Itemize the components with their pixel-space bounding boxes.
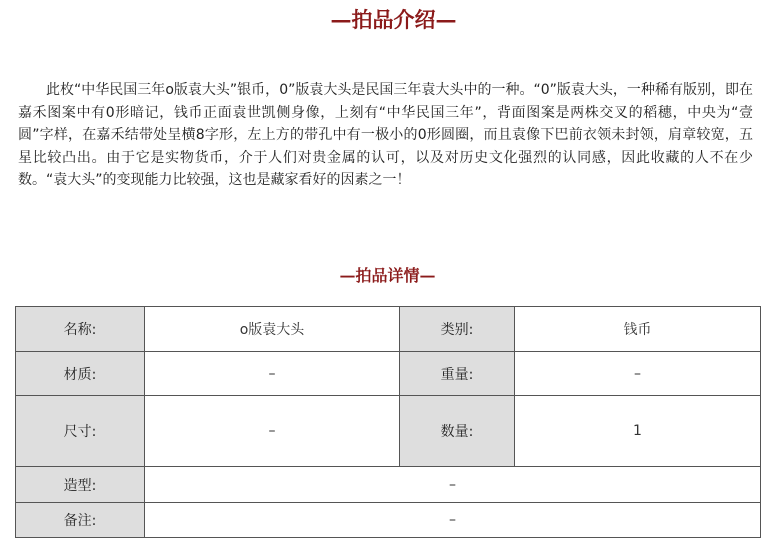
table-row: [16, 503, 761, 538]
name-label: 名称:: [16, 307, 145, 352]
material-label: 材质:: [16, 352, 145, 396]
table-row: [16, 396, 761, 467]
note-value: –: [145, 503, 761, 538]
table-row: [16, 467, 761, 503]
details-section-title: —拍品详情—: [339, 266, 436, 285]
name-value: o版袁大头: [145, 307, 400, 352]
quantity-value: 1: [515, 396, 761, 467]
weight-label: 重量:: [400, 352, 515, 396]
page-title: —拍品介绍—: [330, 7, 457, 32]
table-row: [16, 307, 761, 352]
material-value: –: [145, 352, 400, 396]
size-label: 尺寸:: [16, 396, 145, 467]
shape-label: 造型:: [16, 467, 145, 503]
category-label: 类别:: [400, 307, 515, 352]
note-label: 备注:: [16, 503, 145, 538]
shape-value: –: [145, 467, 761, 503]
details-table: [15, 306, 761, 538]
size-value: –: [145, 396, 400, 467]
category-value: 钱币: [515, 307, 761, 352]
intro-paragraph: 此枚“中华民国三年o版袁大头”银币，0”版袁大头是民国三年袁大头中的一种。“0”版袁大头，一种稀有版别，即在嘉禾图案中有0形暗记，钱币正面袁世凯侧身像，上刻有“中华民国三年”，背面图案是两株交叉的稻穗，中央为“壹圆”字样，在嘉禾结带处呈横8字形，左上方的带孔中有一极小的0形圆圈，而且袁像下巴前衣领未封领，肩章较宽，五星比较凸出。由于它是实物货币，介于人们对贵金属的认可，以及对历史文化强烈的认同感，因此收藏的人不在少数。“袁大头”的变现能力比较强，这也是藏家看好的因素之一！: [18, 82, 753, 189]
weight-value: –: [515, 352, 761, 396]
table-row: [16, 352, 761, 396]
quantity-label: 数量:: [400, 396, 515, 467]
